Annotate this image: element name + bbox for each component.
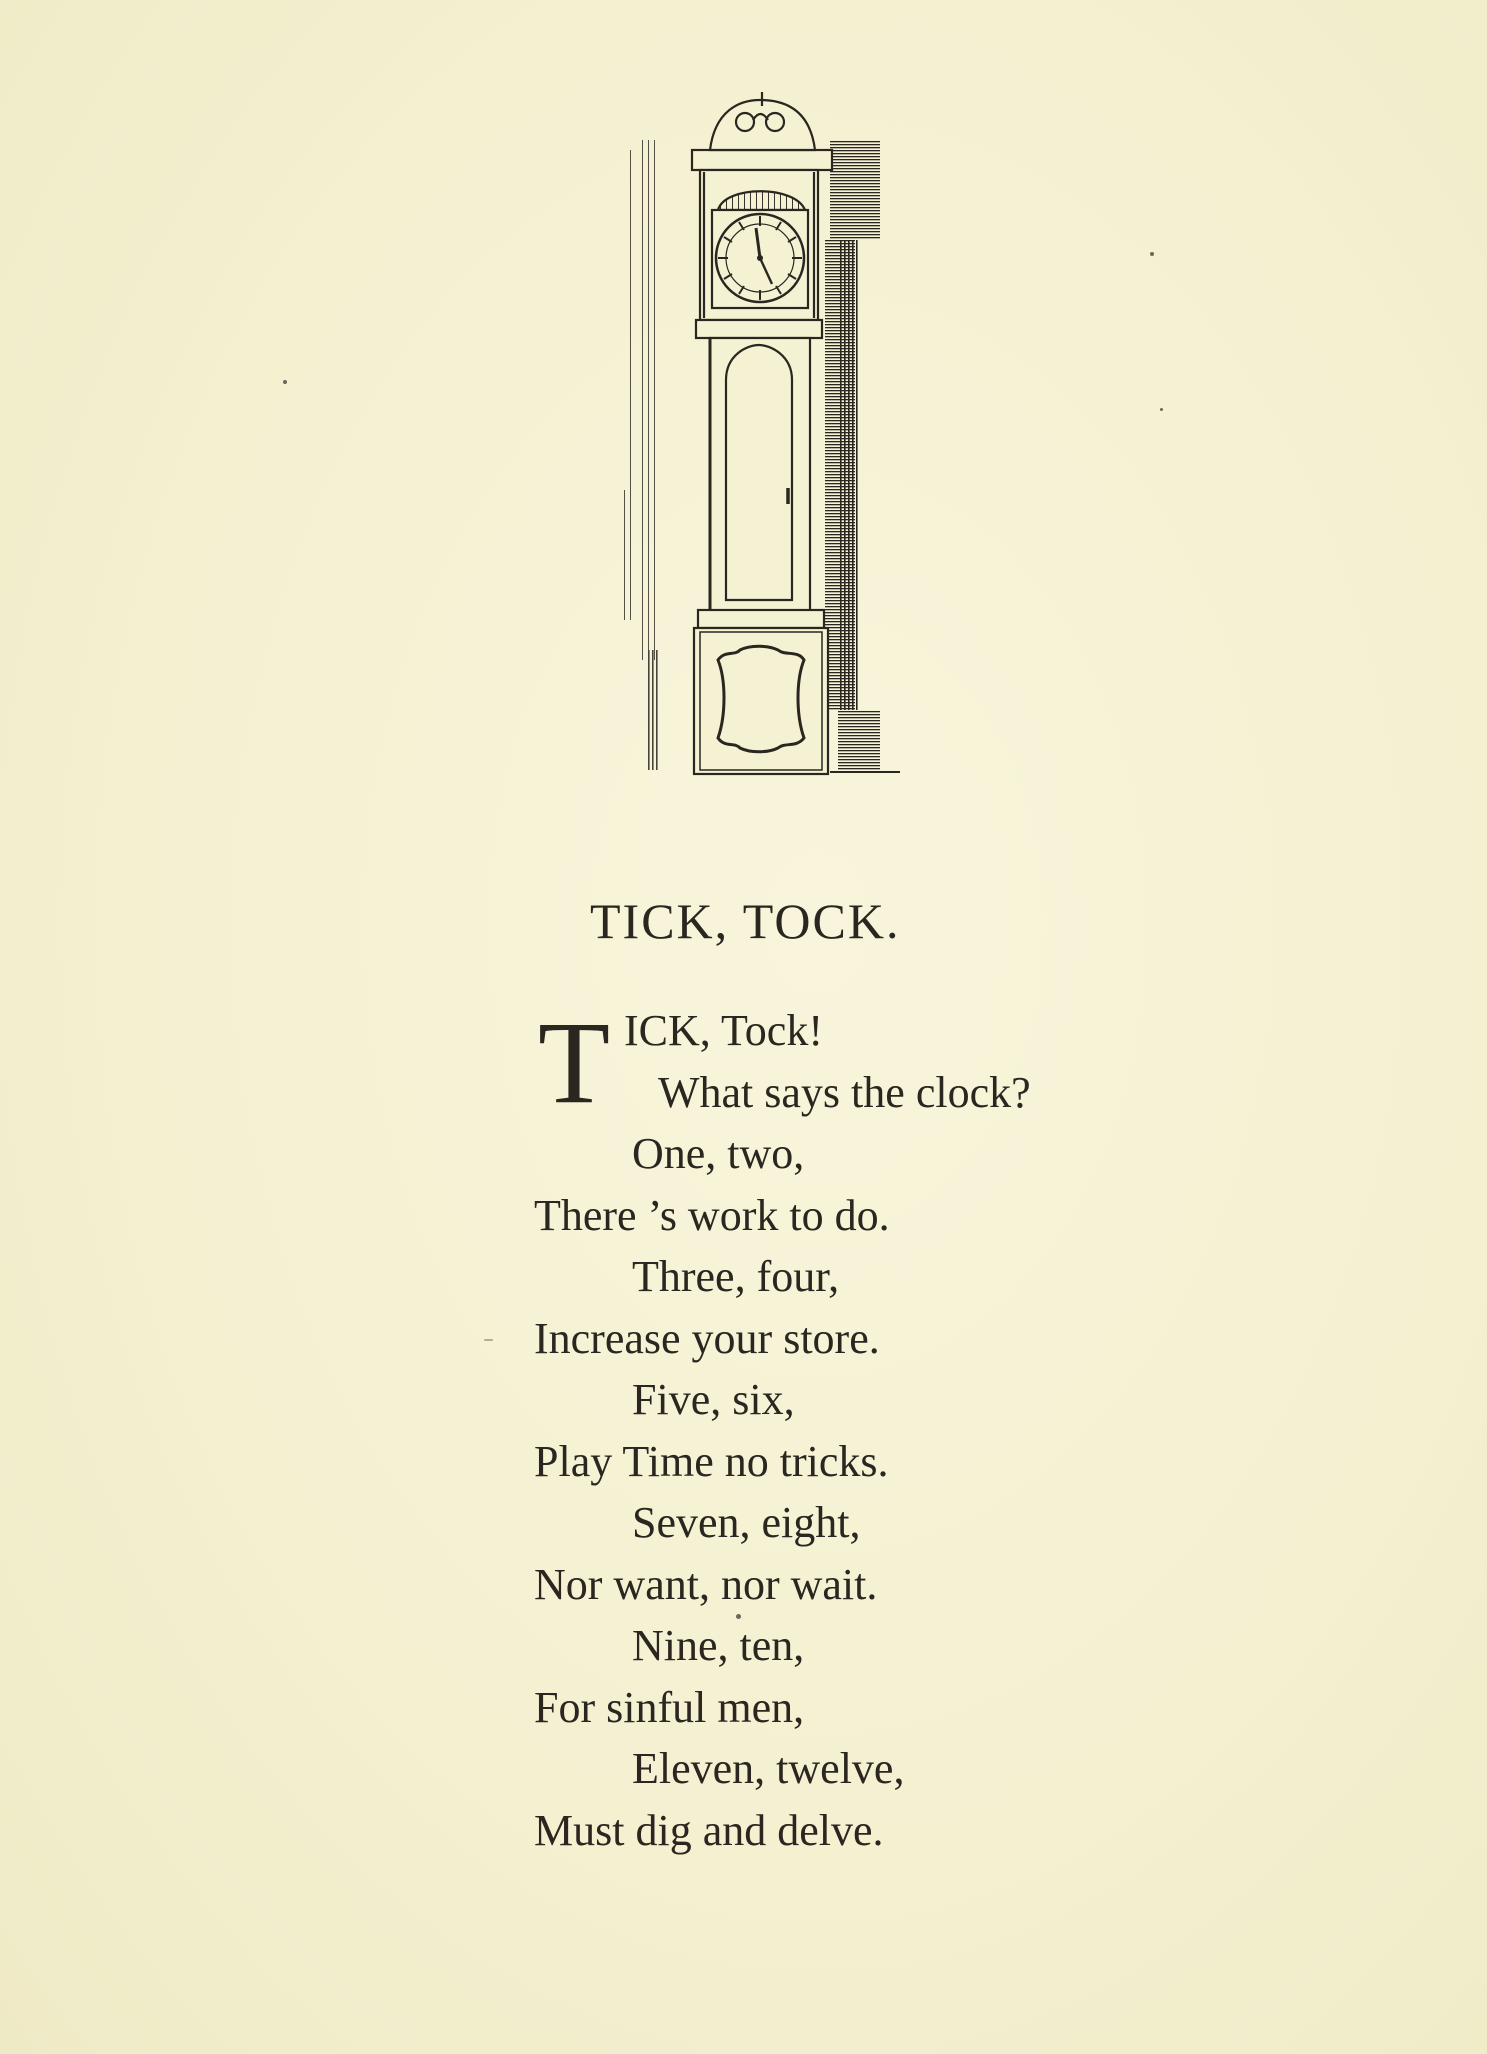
poem-line: Seven, eight,	[632, 1498, 861, 1547]
poem-line: Five, six,	[632, 1375, 795, 1424]
wall-shadow	[624, 140, 660, 770]
poem-line: Nine, ten,	[632, 1621, 805, 1670]
poem-line: Eleven, twelve,	[632, 1744, 905, 1793]
poem-line: Play Time no tricks.	[534, 1436, 889, 1486]
poem-line: For sinful men,	[534, 1682, 805, 1732]
case-shadow	[825, 140, 900, 772]
poem-line: What says the clock?	[658, 1067, 1031, 1117]
poem-line: Increase your store.	[534, 1313, 880, 1363]
grandfather-clock-illustration	[600, 90, 920, 780]
paper-speck	[484, 1339, 493, 1341]
drop-cap: T	[538, 997, 611, 1128]
paper-speck	[1160, 408, 1163, 411]
paper-speck	[1150, 252, 1154, 256]
poem-title: TICK, TOCK.	[590, 893, 901, 949]
poem-line: Nor want, nor wait.	[534, 1559, 878, 1609]
poem-line: There ’s work to do.	[534, 1190, 890, 1240]
poem-line: Must dig and delve.	[534, 1805, 884, 1855]
poem-line: Three, four,	[632, 1252, 840, 1301]
clock-base	[694, 610, 828, 774]
poem-body	[534, 997, 1234, 1861]
poem-line: ICK, Tock!	[624, 1006, 823, 1055]
poem-line: One, two,	[632, 1129, 805, 1178]
clock-face	[716, 214, 804, 302]
paper-speck	[283, 380, 287, 384]
